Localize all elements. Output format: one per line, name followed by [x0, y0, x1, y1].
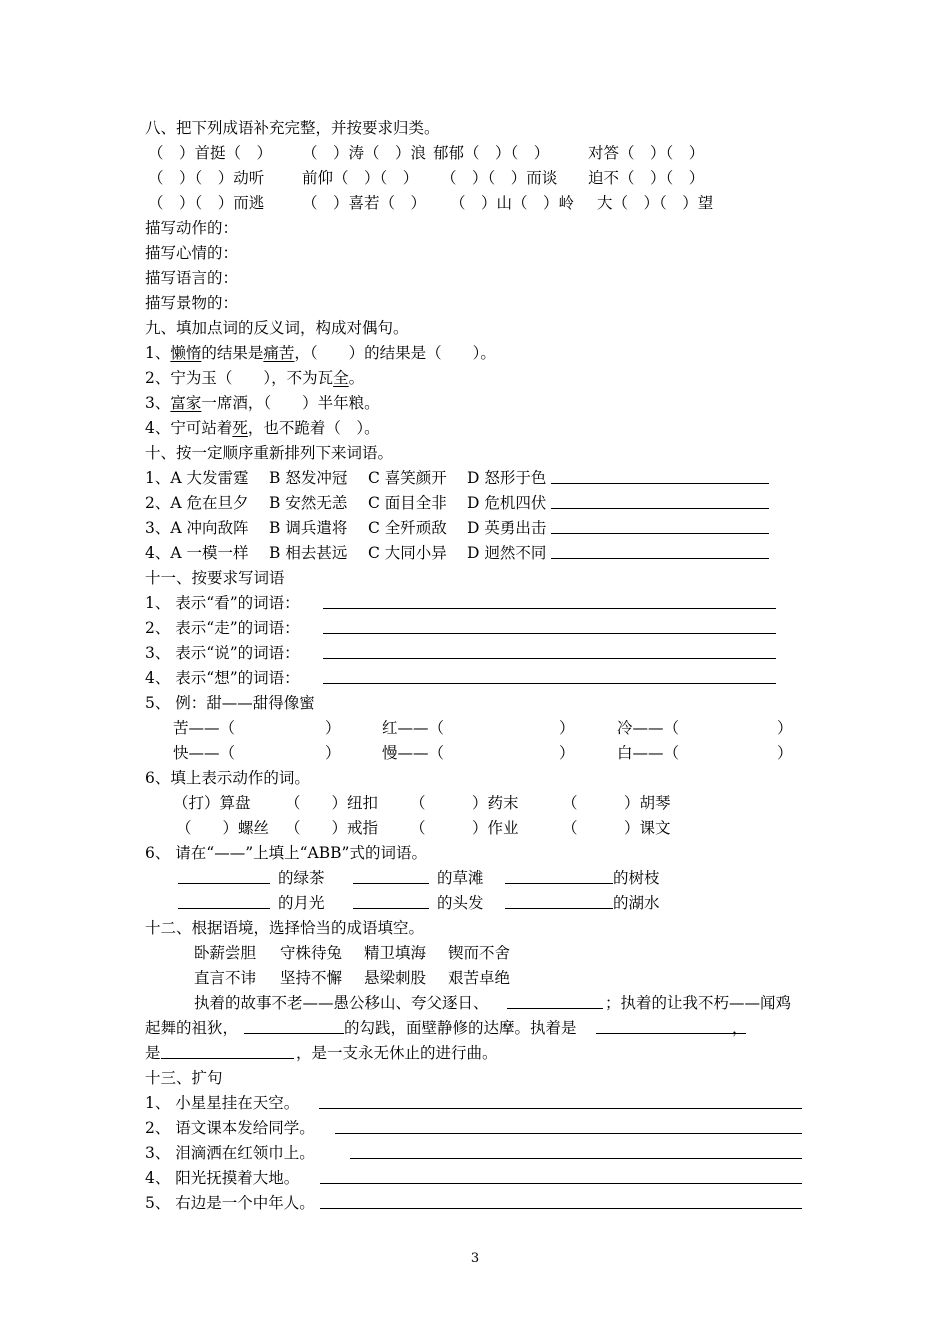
abb-prompt: 6、 请在“——”上填上“ABB”式的词语。	[145, 844, 427, 862]
answer-blank[interactable]	[178, 893, 270, 913]
word-option: D 怒形于色	[467, 469, 547, 487]
answer-blank[interactable]	[551, 543, 769, 563]
word-option: C 面目全非	[368, 494, 447, 512]
answer-blank[interactable]	[335, 1118, 802, 1138]
paren-close: ）	[777, 719, 793, 737]
section-12-title: 十二、根据语境，选择恰当的成语填空。	[145, 919, 425, 937]
category-label: 描写景物的：	[145, 294, 239, 312]
answer-blank[interactable]	[507, 993, 603, 1013]
passage-text: 执着的故事不老——愚公移山、夸父逐日、	[194, 994, 489, 1012]
answer-blank[interactable]	[596, 1018, 746, 1038]
expand-sentence: 2、 语文课本发给同学。	[145, 1119, 315, 1137]
expand-sentence: 5、 右边是一个中年人。	[145, 1194, 315, 1212]
action-item: （ ）戒指	[285, 819, 379, 837]
expand-sentence: 4、 阳光抚摸着大地。	[145, 1169, 300, 1187]
word-option: 3、A 冲向敌阵	[145, 519, 249, 537]
idiom-choice: 锲而不舍	[448, 944, 511, 962]
action-item: （ ）胡琴	[562, 794, 671, 812]
word-option: D 英勇出击	[467, 519, 547, 537]
action-item: （打）算盘	[173, 794, 251, 812]
idiom-blank: 郁郁（ ）（ ）	[433, 144, 550, 162]
passage-text: 起舞的祖狄，	[145, 1019, 239, 1037]
abb-noun: 的草滩	[437, 869, 484, 887]
section-13-title: 十三、扩句	[145, 1069, 223, 1087]
answer-blank[interactable]	[319, 1093, 802, 1113]
answer-blank[interactable]	[244, 1018, 344, 1038]
abb-noun: 的绿茶	[278, 869, 325, 887]
abb-noun: 的树枝	[613, 869, 660, 887]
word-option: B 怒发冲冠	[269, 469, 348, 487]
category-label: 描写动作的：	[145, 219, 239, 237]
answer-blank[interactable]	[551, 518, 769, 538]
answer-blank[interactable]	[161, 1043, 294, 1063]
answer-blank[interactable]	[178, 868, 270, 888]
word-option: 4、A 一模一样	[145, 544, 249, 562]
answer-blank[interactable]	[320, 1168, 802, 1188]
idiom-choice: 直言不讳	[194, 969, 257, 987]
abb-noun: 的头发	[437, 894, 484, 912]
idiom-choice: 坚持不懈	[280, 969, 343, 987]
idiom-blank: （ ）（ ）而谈	[441, 169, 558, 187]
answer-blank[interactable]	[353, 868, 429, 888]
action-item: （ ）作业	[410, 819, 519, 837]
abb-noun: 的湖水	[613, 894, 660, 912]
paren-close: ）	[325, 744, 341, 762]
idiom-blank: 对答（ ）（ ）	[588, 144, 705, 162]
word-option: C 喜笑颜开	[368, 469, 447, 487]
simile-prompt: 冷——（	[617, 719, 680, 737]
word-option: B 调兵遣将	[269, 519, 348, 537]
idiom-choice: 悬梁刺股	[364, 969, 427, 987]
word-option: 1、A 大发雷霆	[145, 469, 249, 487]
simile-prompt: 红——（	[382, 719, 445, 737]
word-option: B 安然无恙	[269, 494, 348, 512]
idiom-blank: （ ）（ ）动听	[148, 169, 265, 187]
word-prompt: 4、 表示“想”的词语：	[145, 669, 300, 687]
section-8-title: 八、把下列成语补充完整，并按要求归类。	[145, 119, 440, 137]
action-item: （ ）药末	[410, 794, 519, 812]
answer-blank[interactable]	[323, 643, 776, 663]
answer-blank[interactable]	[323, 618, 776, 638]
idiom-blank: （ ）山（ ）岭	[450, 194, 575, 212]
idiom-choice: 艰苦卓绝	[448, 969, 511, 987]
dotted-word: 富家	[170, 394, 202, 412]
idiom-blank: （ ）首挺（ ）	[148, 144, 273, 162]
paren-close: ）	[777, 744, 793, 762]
expand-sentence: 1、 小星星挂在天空。	[145, 1094, 300, 1112]
word-prompt: 3、 表示“说”的词语：	[145, 644, 300, 662]
action-item: （ ）螺丝	[176, 819, 270, 837]
answer-blank[interactable]	[323, 668, 776, 688]
answer-blank[interactable]	[353, 893, 429, 913]
answer-blank[interactable]	[551, 468, 769, 488]
idiom-blank: 大（ ）（ ）望	[597, 194, 714, 212]
word-option: C 全歼顽敌	[368, 519, 447, 537]
expand-sentence: 3、 泪滴洒在红领巾上。	[145, 1144, 315, 1162]
idiom-blank: （ ）涛（ ）浪	[302, 144, 427, 162]
simile-prompt: 慢——（	[382, 744, 445, 762]
word-option: D 迥然不同	[467, 544, 547, 562]
word-prompt: 1、 表示“看”的词语：	[145, 594, 300, 612]
simile-prompt: 苦——（	[173, 719, 236, 737]
answer-blank[interactable]	[505, 868, 613, 888]
answer-blank[interactable]	[320, 1193, 802, 1213]
category-label: 描写心情的：	[145, 244, 239, 262]
dotted-word: 全	[333, 369, 349, 387]
answer-blank[interactable]	[551, 493, 769, 513]
idiom-choice: 精卫填海	[364, 944, 427, 962]
simile-prompt: 白——（	[617, 744, 680, 762]
antonym-item-2: 2、宁为玉（ ），不为瓦全。	[145, 369, 365, 387]
category-label: 描写语言的：	[145, 269, 239, 287]
idiom-choice: 卧薪尝胆	[194, 944, 257, 962]
section-9-title: 九、填加点词的反义词，构成对偶句。	[145, 319, 409, 337]
dotted-word: 懒惰	[170, 344, 202, 362]
action-word-prompt: 6、填上表示动作的词。	[145, 769, 310, 787]
antonym-item-3: 3、富家一席酒，（ ）半年粮。	[145, 394, 380, 412]
abb-noun: 的月光	[278, 894, 325, 912]
dotted-word: 死	[232, 419, 248, 437]
passage-text: ，是一支永无休止的进行曲。	[296, 1044, 498, 1062]
simile-prompt: 快——（	[173, 744, 236, 762]
passage-text: ，	[732, 1019, 748, 1037]
answer-blank[interactable]	[505, 893, 613, 913]
passage-text: 是	[145, 1044, 161, 1062]
idiom-blank: 迫不（ ）（ ）	[588, 169, 705, 187]
example-line: 5、 例：甜——甜得像蜜	[145, 694, 315, 712]
idiom-blank: 前仰（ ）（ ）	[302, 169, 419, 187]
section-10-title: 十、按一定顺序重新排列下来词语。	[145, 444, 394, 462]
word-option: C 大同小异	[368, 544, 447, 562]
antonym-item-4: 4、宁可站着死，也不跪着（ ）。	[145, 419, 380, 437]
paren-close: ）	[559, 719, 575, 737]
word-prompt: 2、 表示“走”的词语：	[145, 619, 300, 637]
answer-blank[interactable]	[323, 593, 776, 613]
section-11-title: 十一、按要求写词语	[145, 569, 285, 587]
dotted-word: 痛苦	[263, 344, 295, 362]
idiom-blank: （ ）（ ）而逃	[148, 194, 265, 212]
word-option: 2、A 危在旦夕	[145, 494, 249, 512]
idiom-blank: （ ）喜若（ ）	[302, 194, 427, 212]
word-option: D 危机四伏	[467, 494, 547, 512]
antonym-item-1: 1、懒惰的结果是痛苦，（ ）的结果是（ ）。	[145, 344, 496, 362]
word-option: B 相去甚远	[269, 544, 348, 562]
page-number: 3	[470, 1251, 480, 1266]
paren-close: ）	[325, 719, 341, 737]
passage-text: ；执着的让我不朽——闻鸡	[605, 994, 792, 1012]
answer-blank[interactable]	[350, 1143, 802, 1163]
action-item: （ ）纽扣	[285, 794, 379, 812]
passage-text: 的勾践，面壁静修的达摩。执着是	[344, 1019, 577, 1037]
paren-close: ）	[559, 744, 575, 762]
idiom-choice: 守株待兔	[280, 944, 343, 962]
action-item: （ ）课文	[562, 819, 671, 837]
